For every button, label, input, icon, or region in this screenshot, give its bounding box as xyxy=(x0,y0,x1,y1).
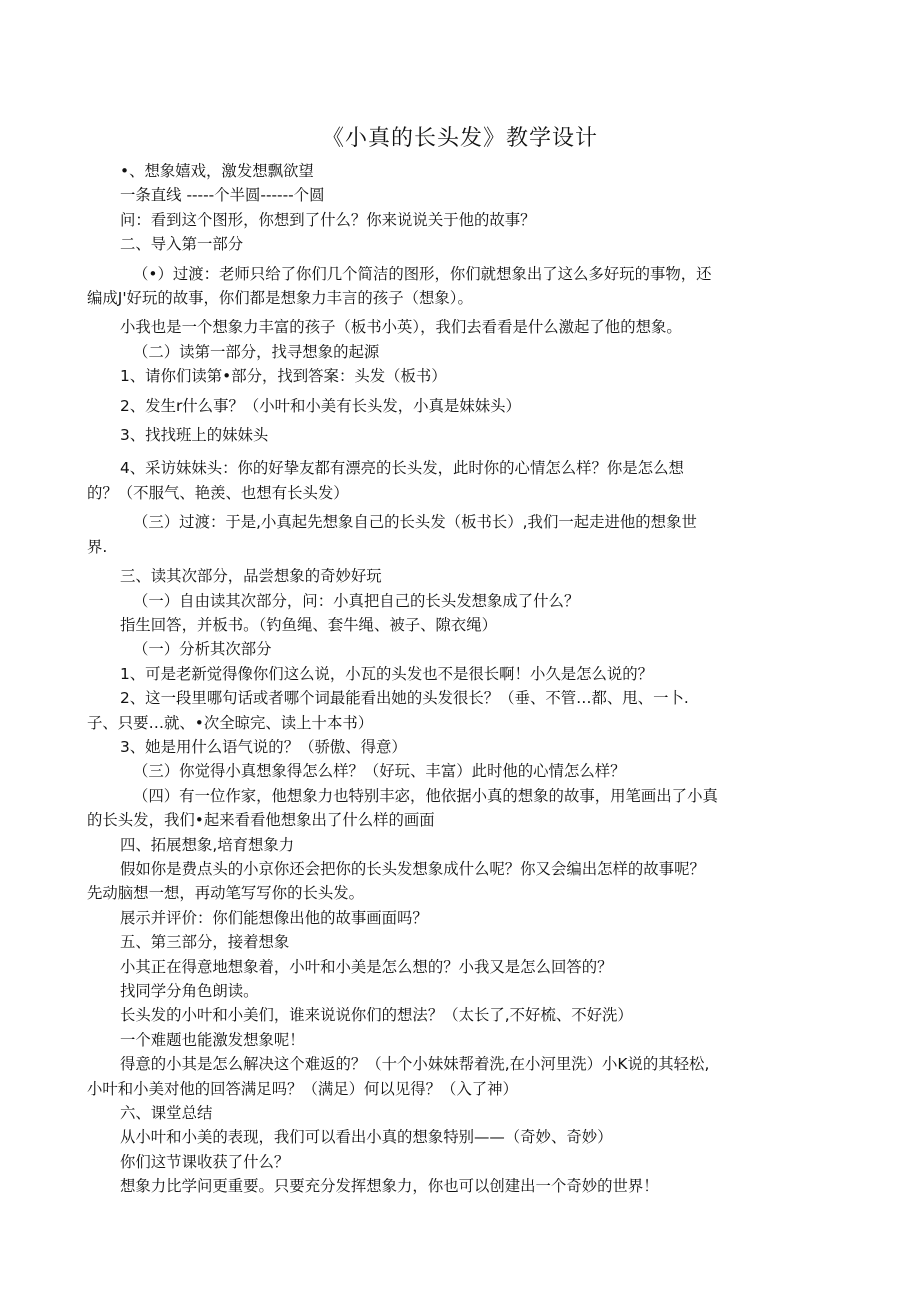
document-title: 《小真的长头发》教学设计 xyxy=(321,126,598,151)
paragraph-line: 编成J'好玩的故事，你们都是想象力丰言的孩子（想象）。 xyxy=(87,289,473,308)
section-heading: 二、导入第一部分 xyxy=(120,235,244,254)
list-item: 1、请你们读第•部分，找到答案：头发（板书） xyxy=(120,367,447,386)
paragraph-line: 找同学分角色朗读。 xyxy=(120,982,259,1000)
paragraph-line: 展示并评价：你们能想像出他的故事画面吗？ xyxy=(120,908,428,927)
document-body xyxy=(87,159,832,1199)
section-heading: 六、课堂总结 xyxy=(120,1104,213,1123)
list-item: 1、可是老新觉得像你们这么说，小瓦的头发也不是很长啊！小久是怎么说的？ xyxy=(120,664,654,683)
paragraph-line: 一条直线 -----个半圆------个圆 xyxy=(120,186,325,205)
paragraph-line: 得意的小其是怎么解决这个难返的？（十个小妹妹帮着洗,在小河里洗）小K说的其轻松, xyxy=(120,1055,710,1074)
paragraph-line: 小我也是一个想象力丰富的孩子（板书小英），我们去看看是什么激起了他的想象。 xyxy=(120,318,682,337)
list-item: 4、采访妹妹头：你的好挚友都有漂亮的长头发，此时你的心情怎么样？你是怎么想 xyxy=(120,459,684,478)
paragraph-line: 长头发的小叶和小美们，谁来说说你们的想法？（太长了,不好梳、不好洗） xyxy=(120,1006,633,1025)
list-item: 3、她是用什么语气说的？（骄傲、得意） xyxy=(120,737,407,756)
subsection-heading: （四）有一位作家，他想象力也特别丰宓，他依据小真的想象的故事，用笔画出了小真 xyxy=(133,786,718,805)
paragraph-line: 先动脑想一想，再动笔写写你的长头发。 xyxy=(87,884,365,903)
section-heading: 四、拓展想象,培育想象力 xyxy=(120,835,295,854)
paragraph-line: 指生回答，并板书。（钓鱼绳、套牛绳、被子、隙衣绳） xyxy=(120,615,498,634)
subsection-heading: （一）自由读其次部分，问：小真把自己的长头发想象成了什么？ xyxy=(133,591,580,610)
paragraph-line: 小其正在得意地想象着，小叶和小美是怎么想的？小我又是怎么回答的？ xyxy=(120,957,613,976)
section-heading: 三、读其次部分，品尝想象的奇妙好玩 xyxy=(120,567,382,586)
paragraph-line: 假如你是费点头的小京你还会把你的长头发想象成什么呢？你又会编出怎样的故事呢？ xyxy=(120,859,705,878)
paragraph-line: 子、只要…就、•次全晾完、读上十本书） xyxy=(87,713,374,732)
paragraph-line: 小叶和小美对他的回答满足吗？（满足）何以见得？（入了神） xyxy=(87,1079,518,1098)
section-heading: •、想象嬉戏，激发想飘欲望 xyxy=(120,162,314,180)
paragraph-line: 界. xyxy=(87,537,108,556)
list-item: 3、找找班上的妹妹头 xyxy=(120,426,269,445)
subsection-heading: （三）你觉得小真想象得怎么样？（好玩、丰富）此时他的心情怎么样？ xyxy=(133,762,626,781)
subsection-heading: （二）读第一部分，找寻想象的起源 xyxy=(133,342,380,361)
paragraph-line: 一个难题也能激发想象呢！ xyxy=(120,1030,305,1049)
paragraph-line: 从小叶和小美的表现，我们可以看出小真的想象特别——（奇妙、奇妙） xyxy=(120,1128,613,1147)
subsection-heading: （一）分析其次部分 xyxy=(133,640,272,659)
paragraph-line: 问：看到这个图形，你想到了什么？你来说说关于他的故事？ xyxy=(120,210,536,229)
paragraph-line: 的长头发，我们•起来看看他想象出了什么样的画面 xyxy=(87,811,435,830)
list-item: 2、发生r什么事？（小叶和小美有长头发，小真是妹妹头） xyxy=(120,396,521,415)
paragraph-line: （•）过渡：老师只给了你们几个简洁的图形，你们就想象出了这么多好玩的事物，还 xyxy=(133,264,712,283)
paragraph-line: 的？（不服气、艳羡、也想有长头发） xyxy=(87,483,349,502)
paragraph-line: 你们这节课收获了什么？ xyxy=(120,1152,290,1171)
section-heading: 五、第三部分，接着想象 xyxy=(120,933,290,952)
paragraph-line: 想象力比学问更重要。只要充分发挥想象力，你也可以创建出一个奇妙的世界！ xyxy=(120,1177,659,1196)
paragraph-line: （三）过渡：于是,小真起先想象自己的长头发（板书长）,我们一起走进他的想象世 xyxy=(133,513,697,532)
list-item: 2、这一段里哪句话或者哪个词最能看出她的头发很长？（垂、不管…都、甩、一卜. xyxy=(120,689,689,708)
